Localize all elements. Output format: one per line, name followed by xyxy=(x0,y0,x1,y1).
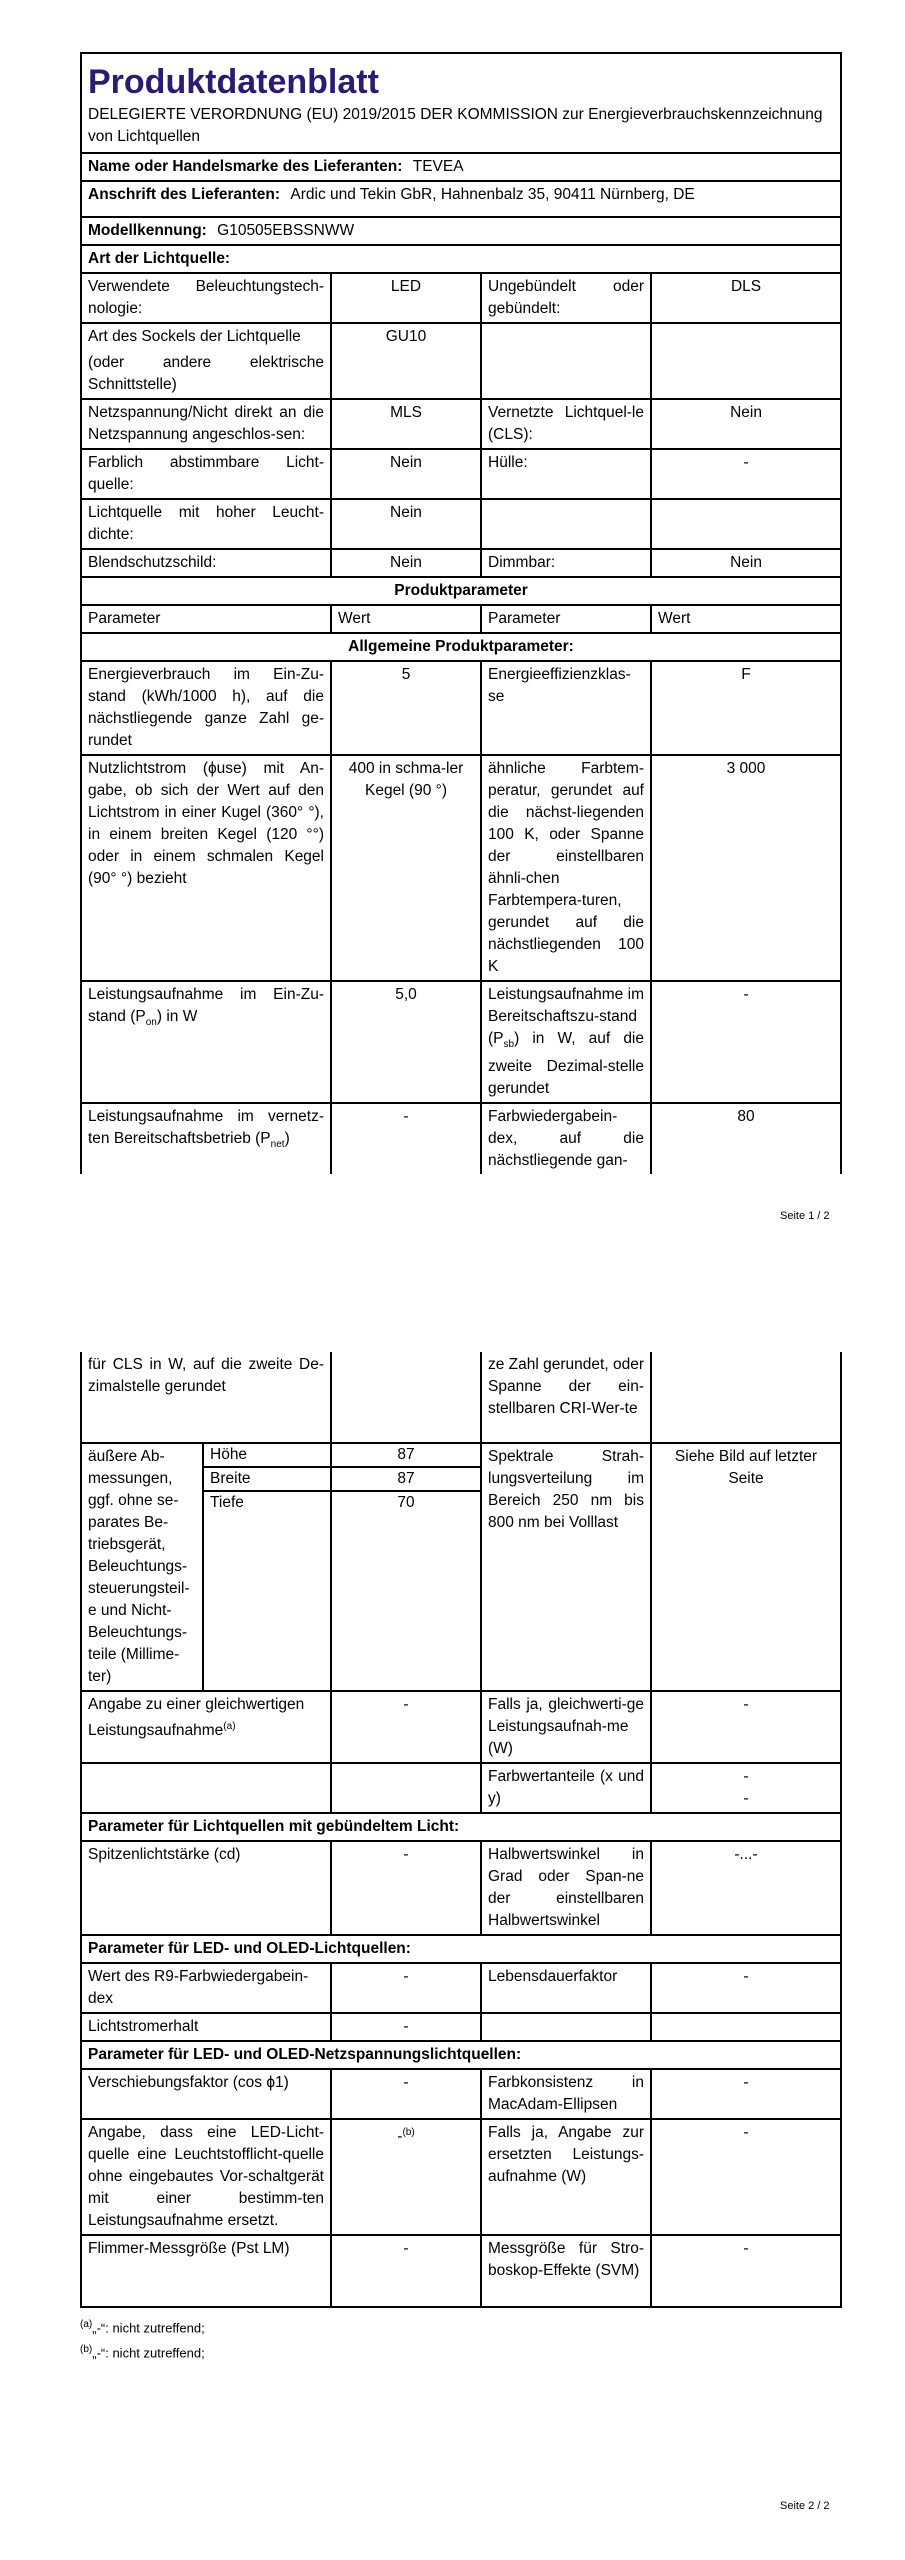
table-row: Wert des R9-Farbwiedergabein-dex - Lebensdauerfaktor - xyxy=(81,1963,841,2013)
table-row: Nutzlichtstrom (ϕuse) mit An-gabe, ob sich der Wert auf den Lichtstrom in einer Kugel (360° °), in einem breiten Kegel (120 °°) oder in einem schmalen Kegel (90° °) bezieht 400 in schma-ler Kegel (90 °) ähnliche Farbtem-peratur, gerundet auf die nächst-liegenden 100 K, oder Spanne der einstellbaren ähnli-chen Farbtempera-turen, gerundet auf die nächstliegenden 100 K 3 000 xyxy=(81,755,841,981)
column-header-row: Parameter Wert Parameter Wert xyxy=(81,605,841,633)
model-label: Modellkennung: xyxy=(88,222,207,239)
table-row: Blendschutzschild: Nein Dimmbar: Nein xyxy=(81,549,841,577)
dimension-height-value: 87 xyxy=(332,1444,480,1468)
page-2 xyxy=(80,1352,840,2365)
footnote-b: $^{(b)}$„-“: nicht zutreffend; xyxy=(80,2344,205,2361)
page-title: Produktdatenblatt xyxy=(88,63,379,101)
dimension-depth-value: 70 xyxy=(397,1494,415,1511)
dimension-height-label: Höhe xyxy=(204,1444,330,1468)
supplier-name-row xyxy=(81,153,841,181)
table-row: Verschiebungsfaktor (cos ϕ1) - Farbkonsistenz in MacAdam-Ellipsen - xyxy=(81,2069,841,2119)
table-row: Farbwertanteile (x und y) - - xyxy=(81,1763,841,1813)
page-number-1: Seite 1 / 2 xyxy=(780,1210,830,1222)
table-row: Lichtstromerhalt - xyxy=(81,2013,841,2041)
table-row: Leistungsaufnahme im Ein-Zu-stand $(P_{on})$ in W 5,0 Leistungsaufnahme im Bereitschaftszu-stand $(P_{sb})$ in W, auf die zweite Dezimal-stelle gerundet - xyxy=(81,981,841,1103)
led-oled-heading: Parameter für LED- und OLED-Lichtquellen: xyxy=(81,1935,841,1963)
table-row: Farblich abstimmbare Licht-quelle: Nein Hülle: - xyxy=(81,449,841,499)
dimension-width-value: 87 xyxy=(332,1468,480,1492)
directional-heading: Parameter für Lichtquellen mit gebündeltem Licht: xyxy=(81,1813,841,1841)
dimensions-row: äußere Ab-messungen, ggf. ohne se-parates Be-triebsgerät, Beleuchtungs-steuerungsteil-e und Nicht-Beleuchtungs-teile (Millime-ter) Höhe Breite Tiefe 87 87 70 Spektrale Strah-lungsverteilung im Bereich 250 nm bis 800 nm bei Volllast Siehe Bild auf letzter Seite xyxy=(81,1443,841,1691)
page-number-2: Seite 2 / 2 xyxy=(780,2500,830,2512)
table-row: Spitzenlichtstärke (cd) - Halbwertswinkel in Grad oder Span-ne der einstellbaren Halbwertswinkel -...- xyxy=(81,1841,841,1935)
datasheet-table-page-1 xyxy=(80,52,842,1174)
table-row: Leistungsaufnahme im vernetz-ten Bereitschaftsbetrieb $(P_{net})$ - Farbwiedergabein-dex, auf die nächstliegende gan- 80 xyxy=(81,1103,841,1174)
lightsource-section-heading: Art der Lichtquelle: xyxy=(81,245,841,273)
table-row: Lichtquelle mit hoher Leucht-dichte: Nein xyxy=(81,499,841,549)
supplier-name-label: Name oder Handelsmarke des Lieferanten: xyxy=(88,158,403,175)
footnote-a: $^{(a)}$„-“: nicht zutreffend; xyxy=(80,2319,205,2336)
table-row: Art des Sockels der Lichtquelle (oder andere elektrische Schnittstelle) GU10 xyxy=(81,323,841,399)
mains-led-heading: Parameter für LED- und OLED-Netzspannungslichtquellen: xyxy=(81,2041,841,2069)
table-row: Flimmer-Messgröße (Pst LM) - Messgröße für Stro-boskop-Effekte (SVM) - xyxy=(81,2235,841,2307)
supplier-address-row xyxy=(81,181,841,217)
regulation-subtitle: DELEGIERTE VERORDNUNG (EU) 2019/2015 DER KOMMISSION zur Energieverbrauchskennzeichnung von Lichtquellen xyxy=(88,106,823,145)
page-1 xyxy=(80,52,840,1174)
model-value: G10505EBSSNWW xyxy=(217,222,355,239)
table-row: Netzspannung/Nicht direkt an die Netzspannung angeschlos-sen: MLS Vernetzte Lichtquel-le (CLS): Nein xyxy=(81,399,841,449)
table-row: Angabe zu einer gleichwertigen Leistungsaufnahme$^{(a)}$ - Falls ja, gleichwerti-ge Leistungsaufnah-me (W) - xyxy=(81,1691,841,1763)
dimension-width-label: Breite xyxy=(204,1468,330,1492)
table-row: Verwendete Beleuchtungstech-nologie: LED Ungebündelt oder gebündelt: DLS xyxy=(81,273,841,323)
general-parameters-heading: Allgemeine Produktparameter: xyxy=(81,633,841,661)
supplier-name-value: TEVEA xyxy=(412,158,464,175)
supplier-address-label: Anschrift des Lieferanten: xyxy=(88,186,281,203)
model-row xyxy=(81,217,841,245)
supplier-address-value: Ardic und Tekin GbR, Hahnenbalz 35, 90411 Nürnberg, DE xyxy=(290,186,695,203)
dimension-depth-label: Tiefe xyxy=(210,1494,244,1511)
table-row: für CLS in W, auf die zweite De-zimalstelle gerundet ze Zahl gerundet, oder Spanne der ein-stellbaren CRI-Wer-te xyxy=(81,1352,841,1443)
table-row: Energieverbrauch im Ein-Zu-stand (kWh/1000 h), auf die nächstliegende ganze Zahl ge-rundet 5 Energieeffizienzklas-se F xyxy=(81,661,841,755)
datasheet-table-page-2 xyxy=(80,1352,842,2308)
product-parameters-heading: Produktparameter xyxy=(81,577,841,605)
dimensions-label: äußere Ab-messungen, ggf. ohne se-parates Be-triebsgerät, Beleuchtungs-steuerungsteil-e und Nicht-Beleuchtungs-teile (Millime-ter) xyxy=(82,1444,203,1690)
table-row: Angabe, dass eine LED-Licht-quelle eine Leuchtstofflicht-quelle ohne eingebautes Vor-schaltgerät mit einer bestimm-ten Leistungsaufnahme ersetzt. -$^{(b)}$ Falls ja, Angabe zur ersetzten Leistungs-aufnahme (W) - xyxy=(81,2119,841,2235)
